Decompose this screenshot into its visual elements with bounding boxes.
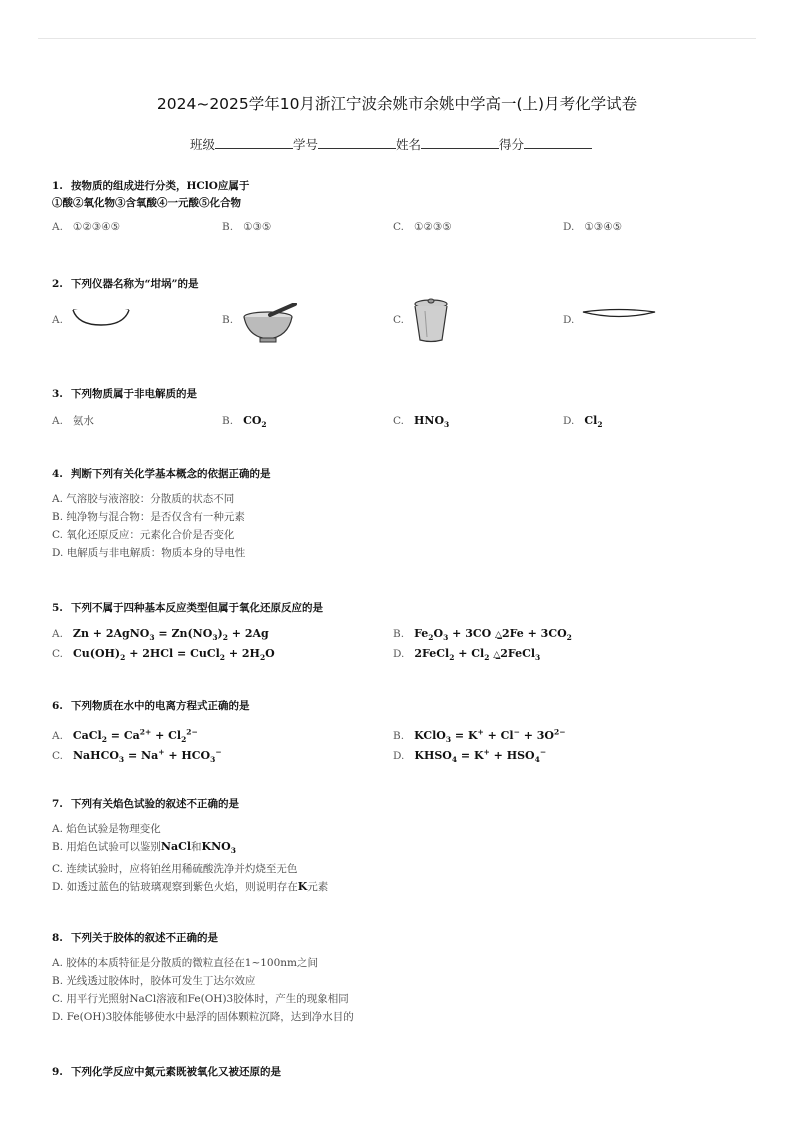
option-b[interactable]: B. 用焰色试验可以鉴别NaCl和$KNO_3$ bbox=[52, 840, 236, 856]
option-d[interactable]: D. 2FeCl$_2$ + $Cl_2$ △̲̲2FeCl$_3$ bbox=[393, 647, 541, 663]
question-number: 1. bbox=[52, 180, 63, 192]
option-b[interactable]: B. 纯净物与混合物：是否仅含有一种元素 bbox=[52, 511, 245, 523]
option-c[interactable]: C. $Cu(OH)_2 + 2HCl$ = CuCl$_2$ + $2H_2O$ bbox=[52, 647, 275, 663]
question-4 bbox=[52, 466, 752, 562]
option-c[interactable]: C. 连续试验时，应将铂丝用稀硫酸洗净并灼烧至无色 bbox=[52, 863, 298, 876]
option-c[interactable]: C. NaHCO$_3$ = $Na^+ + HCO_3^-$ bbox=[52, 747, 222, 764]
option-a[interactable]: A. 胶体的本质特征是分散质的微粒直径在1~100nm之间 bbox=[52, 957, 318, 969]
id-blank bbox=[318, 136, 396, 149]
option-b[interactable]: B. KClO$_3$ = $K^+ + Cl^- + 3O^{2-}$ bbox=[393, 727, 566, 744]
name-blank bbox=[421, 136, 499, 149]
question-number: 6. bbox=[52, 700, 63, 712]
option-d[interactable]: D. 电解质与非电解质：物质本身的导电性 bbox=[52, 547, 246, 559]
question-number: 8. bbox=[52, 932, 63, 944]
evaporating-dish-icon bbox=[70, 303, 132, 329]
score-label: 得分 bbox=[499, 137, 525, 152]
score-blank bbox=[524, 136, 592, 149]
option-a[interactable]: A. CaCl$_2$ = $Ca^{2+} + Cl_2^{2-}$ bbox=[52, 727, 198, 744]
question-8 bbox=[52, 930, 752, 1026]
option-d[interactable]: D. ①③④⑤ bbox=[563, 221, 623, 233]
option-b[interactable]: B. 光线透过胶体时，胶体可发生丁达尔效应 bbox=[52, 975, 256, 987]
question-number: 4. bbox=[52, 468, 63, 480]
question-stem: 下列物质属于非电解质的是 bbox=[70, 388, 197, 400]
option-c[interactable]: C. $HNO_3$ bbox=[393, 414, 450, 430]
question-1 bbox=[52, 178, 752, 238]
question-stem: 下列化学反应中氮元素既被氧化又被还原的是 bbox=[70, 1066, 281, 1078]
option-a[interactable]: A. 氨水 bbox=[52, 415, 94, 427]
option-a[interactable]: A. 焰色试验是物理变化 bbox=[52, 823, 161, 835]
option-c[interactable]: C. 用平行光照射NaCl溶液和Fe(OH)3胶体时，产生的现象相同 bbox=[52, 993, 349, 1005]
option-d[interactable]: D. 如透过蓝色的钴玻璃观察到紫色火焰，则说明存在K元素 bbox=[52, 880, 329, 894]
watch-glass-icon bbox=[581, 307, 657, 323]
question-2: 2. 下列仪器名称为“坩埚”的是 A. B. C. D. bbox=[52, 276, 752, 343]
mortar-and-pestle-icon bbox=[240, 303, 302, 345]
question-3 bbox=[52, 386, 752, 432]
name-label: 姓名 bbox=[396, 137, 422, 152]
option-d[interactable]: D. Fe(OH)3胶体能够使水中悬浮的固体颗粒沉降，达到净水目的 bbox=[52, 1011, 354, 1023]
question-stem: 下列不属于四种基本反应类型但属于氧化还原反应的是 bbox=[70, 602, 323, 614]
question-stem-line2: ①酸②氧化物③含氧酸④一元酸⑤化合物 bbox=[52, 197, 241, 209]
question-number: 9. bbox=[52, 1066, 63, 1078]
question-stem: 下列有关焰色试验的叙述不正确的是 bbox=[70, 798, 239, 810]
option-b[interactable]: B. $Fe_2O_3 + 3CO$ △̲̲2Fe + $3CO_2$ bbox=[393, 627, 572, 643]
question-6 bbox=[52, 698, 752, 763]
id-label: 学号 bbox=[293, 137, 319, 152]
option-d[interactable]: D. $Cl_2$ bbox=[563, 414, 603, 430]
question-stem: 按物质的组成进行分类，HClO应属于 bbox=[70, 180, 250, 192]
question-9 bbox=[52, 1064, 752, 1081]
question-7 bbox=[52, 796, 752, 896]
question-stem: 判断下列有关化学基本概念的依据正确的是 bbox=[70, 468, 271, 480]
question-stem: 下列关于胶体的叙述不正确的是 bbox=[70, 932, 218, 944]
question-stem: 下列物质在水中的电离方程式正确的是 bbox=[70, 700, 250, 712]
question-number: 5. bbox=[52, 602, 63, 614]
page-title: 2024~2025学年10月浙江宁波余姚市余姚中学高一(上)月考化学试卷 bbox=[156, 95, 638, 113]
crucible-icon bbox=[411, 297, 451, 345]
question-number: 2. bbox=[52, 278, 63, 290]
class-label: 班级 bbox=[190, 137, 216, 152]
option-a[interactable]: A. 气溶胶与液溶胶：分散质的状态不同 bbox=[52, 493, 235, 505]
option-c[interactable]: C. ①②③⑤ bbox=[393, 221, 452, 233]
header-divider bbox=[38, 38, 756, 39]
option-a[interactable]: A. ①②③④⑤ bbox=[52, 221, 120, 233]
class-blank bbox=[215, 136, 293, 149]
question-5 bbox=[52, 600, 752, 665]
option-b[interactable]: B. ①③⑤ bbox=[222, 221, 272, 233]
option-c[interactable]: C. 氧化还原反应：元素化合价是否变化 bbox=[52, 529, 235, 541]
question-number: 3. bbox=[52, 388, 63, 400]
student-info-line bbox=[190, 135, 592, 153]
question-stem: 下列仪器名称为“坩埚”的是 bbox=[70, 278, 199, 290]
question-number: 7. bbox=[52, 798, 63, 810]
option-a[interactable]: A. Zn + 2AgNO$_3$ = $Zn(NO_3)_2 + 2Ag$ bbox=[52, 627, 269, 643]
option-d[interactable]: D. $KHSO_4 = K^+ + HSO_4^-$ bbox=[393, 747, 547, 764]
option-b[interactable]: B. $CO_2$ bbox=[222, 414, 267, 430]
